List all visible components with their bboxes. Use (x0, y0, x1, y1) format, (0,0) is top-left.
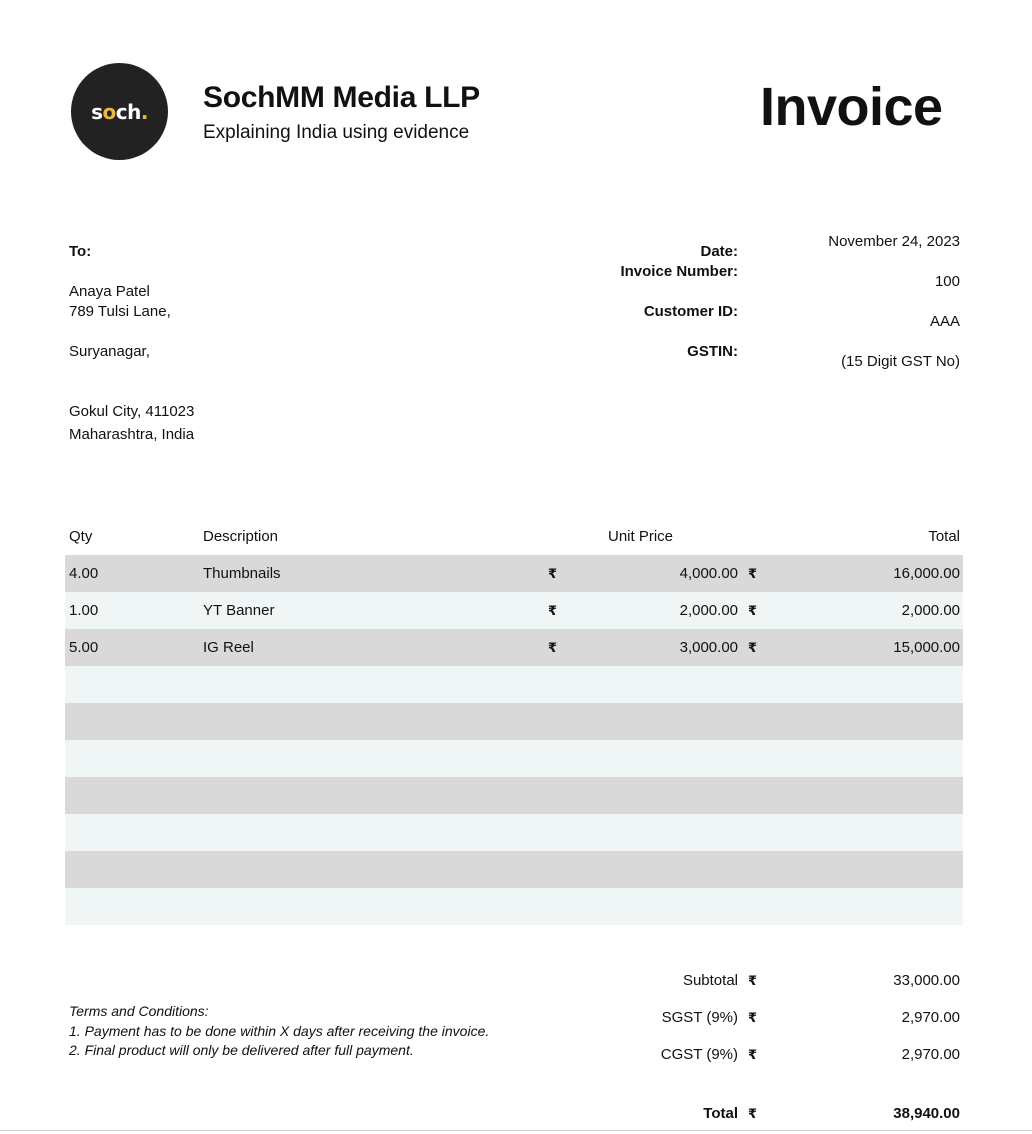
company-tagline: Explaining India using evidence (203, 122, 470, 143)
recipient-address-line2: Suryanagar, (69, 343, 150, 360)
sgst-value: 2,970.00 (901, 1009, 960, 1026)
table-row-empty (65, 814, 963, 851)
company-logo (71, 63, 168, 160)
rupee-icon: ₹ (548, 640, 558, 655)
recipient-address-line1: 789 Tulsi Lane, (69, 303, 171, 320)
invoice-number-value: 100 (934, 273, 960, 290)
customer-id-value: AAA (929, 313, 960, 330)
recipient-address-line3: Gokul City, 411023 (69, 403, 195, 420)
rupee-icon: ₹ (548, 566, 558, 581)
recipient-label: To: (69, 243, 92, 260)
customer-id-label: Customer ID: (643, 303, 738, 320)
row-total: 15,000.00 (893, 639, 960, 656)
row-unit-price: 3,000.00 (679, 639, 738, 656)
row-total: 2,000.00 (901, 602, 960, 619)
terms-title: Terms and Conditions: (69, 1003, 209, 1019)
cgst-value: 2,970.00 (901, 1046, 960, 1063)
gstin-value: (15 Digit GST No) (841, 353, 960, 370)
terms-and-conditions (69, 1002, 489, 1061)
company-name: SochMM Media LLP (203, 81, 480, 114)
column-header-total: Total (928, 528, 960, 545)
row-total: 16,000.00 (893, 565, 960, 582)
rupee-icon: ₹ (748, 603, 758, 618)
column-header-description: Description (203, 528, 279, 545)
sgst-label: SGST (9%) (661, 1009, 738, 1026)
subtotal-label: Subtotal (682, 972, 738, 989)
rupee-icon: ₹ (748, 973, 758, 988)
date-value: November 24, 2023 (828, 233, 960, 250)
column-header-unit-price: Unit Price (608, 528, 674, 545)
table-row-empty (65, 888, 963, 925)
row-description: IG Reel (203, 639, 254, 656)
rupee-icon: ₹ (748, 1010, 758, 1025)
terms-line-1: 1. Payment has to be done within X days after receiving the invoice. (69, 1022, 490, 1039)
invoice-number-label: Invoice Number: (620, 263, 738, 280)
table-row-empty (65, 851, 963, 888)
column-header-qty: Qty (69, 528, 93, 545)
table-row-empty (65, 666, 963, 703)
row-description: YT Banner (203, 602, 275, 619)
total-label: Total (703, 1105, 738, 1122)
page-edge-divider (0, 1130, 1032, 1131)
row-qty: 5.00 (69, 639, 99, 656)
table-row-empty (65, 777, 963, 814)
gstin-label: GSTIN: (687, 343, 738, 360)
table-row (65, 555, 963, 592)
document-title: Invoice (760, 77, 943, 137)
row-description: Thumbnails (203, 565, 281, 582)
total-value: 38,940.00 (893, 1105, 960, 1122)
subtotal-value: 33,000.00 (893, 972, 960, 989)
row-unit-price: 4,000.00 (679, 565, 738, 582)
logo-wordmark: soch. (91, 99, 148, 124)
rupee-icon: ₹ (548, 603, 558, 618)
rupee-icon: ₹ (748, 1106, 758, 1121)
table-row-empty (65, 740, 963, 777)
date-label: Date: (700, 243, 738, 260)
table-row-empty (65, 703, 963, 740)
table-row (65, 629, 963, 666)
rupee-icon: ₹ (748, 1047, 758, 1062)
row-unit-price: 2,000.00 (679, 602, 738, 619)
row-qty: 4.00 (69, 565, 99, 582)
cgst-label: CGST (9%) (660, 1046, 738, 1063)
rupee-icon: ₹ (748, 566, 758, 581)
row-qty: 1.00 (69, 602, 99, 619)
recipient-name: Anaya Patel (69, 283, 150, 300)
terms-line-2: 2. Final product will only be delivered after full payment. (69, 1042, 414, 1058)
recipient-address-line4: Maharashtra, India (69, 426, 195, 443)
rupee-icon: ₹ (748, 640, 758, 655)
table-row (65, 592, 963, 629)
